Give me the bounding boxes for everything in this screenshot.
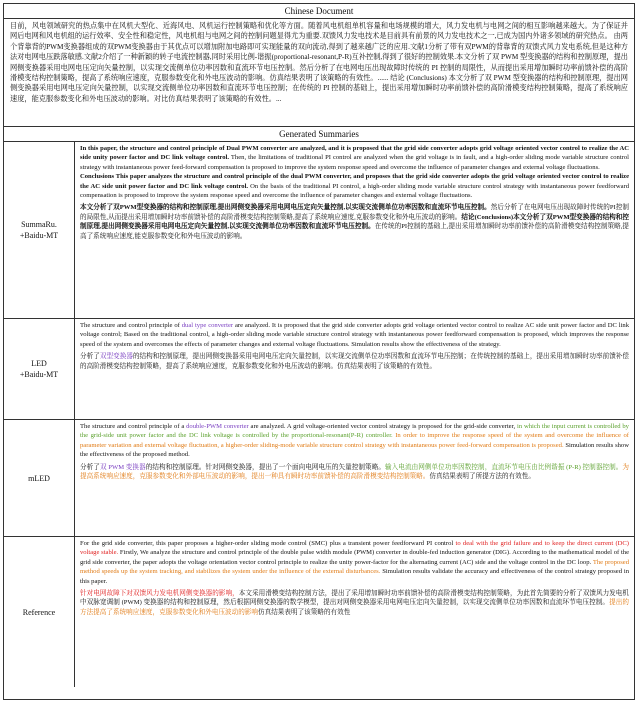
highlight-motivation: 针对电网故障下对双馈风力发电机网侧变换器的影响， [80, 590, 239, 598]
highlight-detail: 输入电流由网侧单位功率因数控制，直流环节电压由比例谐振 (P-R) 控制器控制。 [385, 463, 623, 471]
row-label: LED +Baidu-MT [4, 319, 75, 419]
english-summary [80, 539, 629, 586]
english-summary [80, 321, 629, 349]
summary-sentence: On the basis of the traditional PI control, a high-order sliding mode variable structure control strategy with instantaneous power feedforward compensation is proposed to improve the system response speed and overcome the influence of parameter changes and external voltage fluctuations. [80, 182, 629, 200]
highlight-method: 提出的方法提高了系统响应速度，克服参数变化和外电压波动的影响 [80, 599, 629, 616]
summary-sentence: Conclusions This paper analyzes the structure and control principle of the dual PWM converter, and proposes that the grid side converter adopts the grid voltage oriented vector control to realize the AC side unit power factor and DC link voltage control. [80, 173, 629, 190]
summary-cell [75, 420, 634, 536]
highlight-entity: dual type converter [181, 322, 234, 329]
row-label: mLED [4, 420, 75, 536]
chinese-summary [80, 463, 629, 482]
summary-sentence: For the grid side converter, this paper proposes a higher-order sliding mode control (SMC) plus a transient power feedforward PI control [80, 540, 456, 547]
summary-cell [75, 142, 634, 318]
chinese-summary [80, 203, 629, 241]
row-label: Reference [4, 537, 75, 687]
summary-sentence: 的结构和控制原理，提出网侧变换器采用电网电压定向矢量控制，以实现交流侧单位功率因数和直流环节电压控制；在传统控制的基础上，提出采用增加瞬时功率前馈补偿的高阶滑模变结构控制策略，提高了系统响应速度，克服参数变化和外电压波动的影响。仿真结果表明了该策略的有效性。 [80, 353, 630, 370]
summary-sentence: 本文分析了双PWM型变换器的结构和控制原理,提出网侧变换器采用电网电压定向矢量控制,以实现交流侧单位功率因数和直流环节电压控制。 [80, 204, 491, 212]
summary-sentence: 分析了 [80, 353, 100, 361]
summary-sentence: The structure and control principle of a [80, 423, 187, 430]
summary-sentence: 分析了 [80, 463, 100, 471]
summary-sentence: 然后分析了在电网电压出现故障时传统的PI控制的局限性,从而提出采用增加瞬时功率前馈补偿的高阶滑模变结构控制策略,提高了系统响应速度,克服参数变化和外电压波动的影响。 [80, 204, 629, 221]
row-label: SummaRu. +Baidu-MT [4, 142, 75, 318]
summary-sentence: The structure and control principle of [80, 322, 182, 329]
summary-cell [75, 319, 634, 419]
highlight-motivation: to deal with the grid failure and to keep the direct current (DC) voltage stable. [80, 540, 629, 557]
summary-sentence: 仿真结果表明了所提方法的有效性。 [429, 473, 535, 481]
document-body: 目前，风电领域研究的热点集中在风机大型化、近海风电、风机运行控制策略和优化等方面。随着风电机组单机容量和电场规模的增大，风力发电机与电网之间的相互影响越来越大。为了保证并网后电网和风电机组的运行效率、安全性和稳定性，风电机组与电网之间的控制问题显得尤为重要.双馈风力发电技术是目前具有前景的风力发电技术之一,已成为国内外诸多领域的研究热点。 由两个背靠背的PWM变换器组成的双PWM变换器由于其优点可以增加附加电路即可实现能量的双向流动,得到了越来越广泛的应用.文献1分析了带有双PWM的背靠背的双馈式风力发电系统,但是这种方法对电网电压跌落敏感.文献2介绍了一种新颖的转子电流控制器,同时采用比例-谐振(proportional-resonant,P-R)互补控制,得到了很好的控制效果.本文分析了双 PWM 型变换器的结构和控制原理，提出网侧变换器采用电网电压定向矢量控制，以实现交流侧单位功率因数和直流环节电压控制。然后分析了在电网电压出现故障时传统的 PI 控制的局限性，从而提出采用增加瞬时功率前馈补偿的高阶滑模变结构控制策略，提高了系统响应速度，克服参数变化和外电压波动的影响。仿真结果表明了该策略的有效性。...... 结论 (Conclusions) 本文分析了双 PWM 型变换器的结构和控制原理，提出网侧变换器采用电网电压定向矢量控制，以实现交流侧单位功率因数和直流环节电压控制；在传统的 PI 控制的基础上，提出采用增加瞬时功率前馈补偿的高阶滑模变结构控制策略，提高了系统响应速度，能克服参数变化和外电压波动的影响。对比仿真结果表明了该策略的有效性。... [10, 22, 628, 103]
summary-row-summaru [4, 142, 634, 319]
document-section-title: Chinese Document [4, 4, 634, 19]
highlight-entity: 双 PWM 变换器 [99, 463, 146, 471]
english-summary [80, 422, 629, 460]
summary-sentence: 的结构和控制原理。针对网侧变换器，提出了一个面向电网电压的矢量控制策略。 [145, 463, 385, 471]
comparison-table [3, 3, 635, 700]
summary-sentence: 结论(Conclusions)本文分析了双PWM型变换器的结构和控制原理,提出网侧变换器采用电网电压定向矢量控制,以实现交流侧单位功率因数和直流环节电压控制。 [80, 213, 629, 231]
summary-sentence: In this paper, the structure and control principle of Dual PWM converter are analyzed, and it is proposed that the grid side converter adopts grid voltage oriented vector control to realize the AC side unity power factor and DC link voltage control. [80, 145, 629, 162]
summary-row-mled [4, 420, 634, 537]
chinese-summary [80, 352, 629, 371]
summary-row-reference [4, 537, 634, 687]
highlight-entity: 双型变换器 [99, 353, 133, 361]
highlight-method: 为提高系统响应速度，克服参数变化和外部电压波动的影响，提出一种具有瞬时功率前馈补偿的高阶滑模变结构控制策略。 [80, 463, 630, 481]
summary-row-led [4, 319, 634, 420]
summary-sentence: Simulation results validate the accuracy and effectiveness of the control strategy proposed in this paper. [80, 568, 629, 585]
summary-sentence: are analyzed. A grid voltage-oriented vector control strategy is proposed for the grid-side converter, [248, 423, 517, 430]
summary-sentence: 仿真结果表明了该策略的有效性 [258, 608, 351, 616]
highlight-method: In order to improve the response speed of the system and overcome the influence of parameter variation and external voltage fluctuation, a higher-order sliding-mode variable structure control strategy with instantaneous power feed-forward compensation is proposed. [80, 432, 629, 449]
summary-cell [75, 537, 634, 687]
chinese-document-text [4, 19, 634, 127]
summaries-section-title: Generated Summaries [4, 127, 634, 142]
summary-sentence: 本文采用滑模变结构控制方法，提出了采用增加瞬时功率前馈补偿的高阶滑模变结构控制策略，为此首先简要的分析了双馈风力发电机中双脉宽调制 (PWM) 变换器的结构和控制原理，然后根据网侧变换器的数学模型，提出对网侧变换器采用电网电压定向矢量控制，以实现交流侧单位功率因数和直流环节电压控制。 [80, 590, 630, 607]
summary-sentence: are analyzed. It is proposed that the grid side converter adopts grid voltage oriented vector control to realize AC side unit power factor and DC link voltage control; Based on the traditional control, a high-order sliding mode variable structure control strategy with instantaneous power feedforward compensation is proposed, which improves the response speed of the system and overcomes the effects of parameter changes and external voltage fluctuations. Simulation results show the effectiveness of the strategy. [80, 322, 629, 348]
highlight-entity: double-PWM converter [186, 423, 249, 430]
summary-sentence: Simulation results show the effectiveness of the proposed method. [80, 441, 629, 459]
highlight-detail: in which the input current is controlled by the grid-side unit power factor and the DC link voltage is controlled by the proportional-resonant(P-R) controller. [80, 423, 629, 440]
summary-sentence: Then, the limitations of traditional PI control are analyzed when the grid voltage is in fault, and a high-order sliding mode variable structure control strategy with instantaneous power feed-forward compensation is proposed to improve the system response speed and overcome the influence of parameter changes and external voltage fluctuations. [80, 154, 630, 171]
chinese-summary [80, 589, 629, 617]
summary-sentence: Firstly, We analyze the structure and control principle of the double pulse width module (PWM) converter in double-fed induction generator (DIG). According to the mathematical model of the grid side converter, the paper adopts the voltage orientation vector control principle to realize the unity power-factor for the alternating current (AC) side and the voltage control in the DC loop. [80, 549, 629, 566]
highlight-method: The proposed method speeds up the system tracking, and stabilizes the system under the influence of the external disturbances. [80, 558, 629, 576]
english-summary [80, 144, 629, 200]
summary-sentence: 在传统的PI控制的基础上,提出采用增加瞬时功率前馈补偿的高阶滑模变结构控制策略,提高了系统响应速度,能克服参数变化和外电压波动的影响。 [80, 223, 629, 240]
